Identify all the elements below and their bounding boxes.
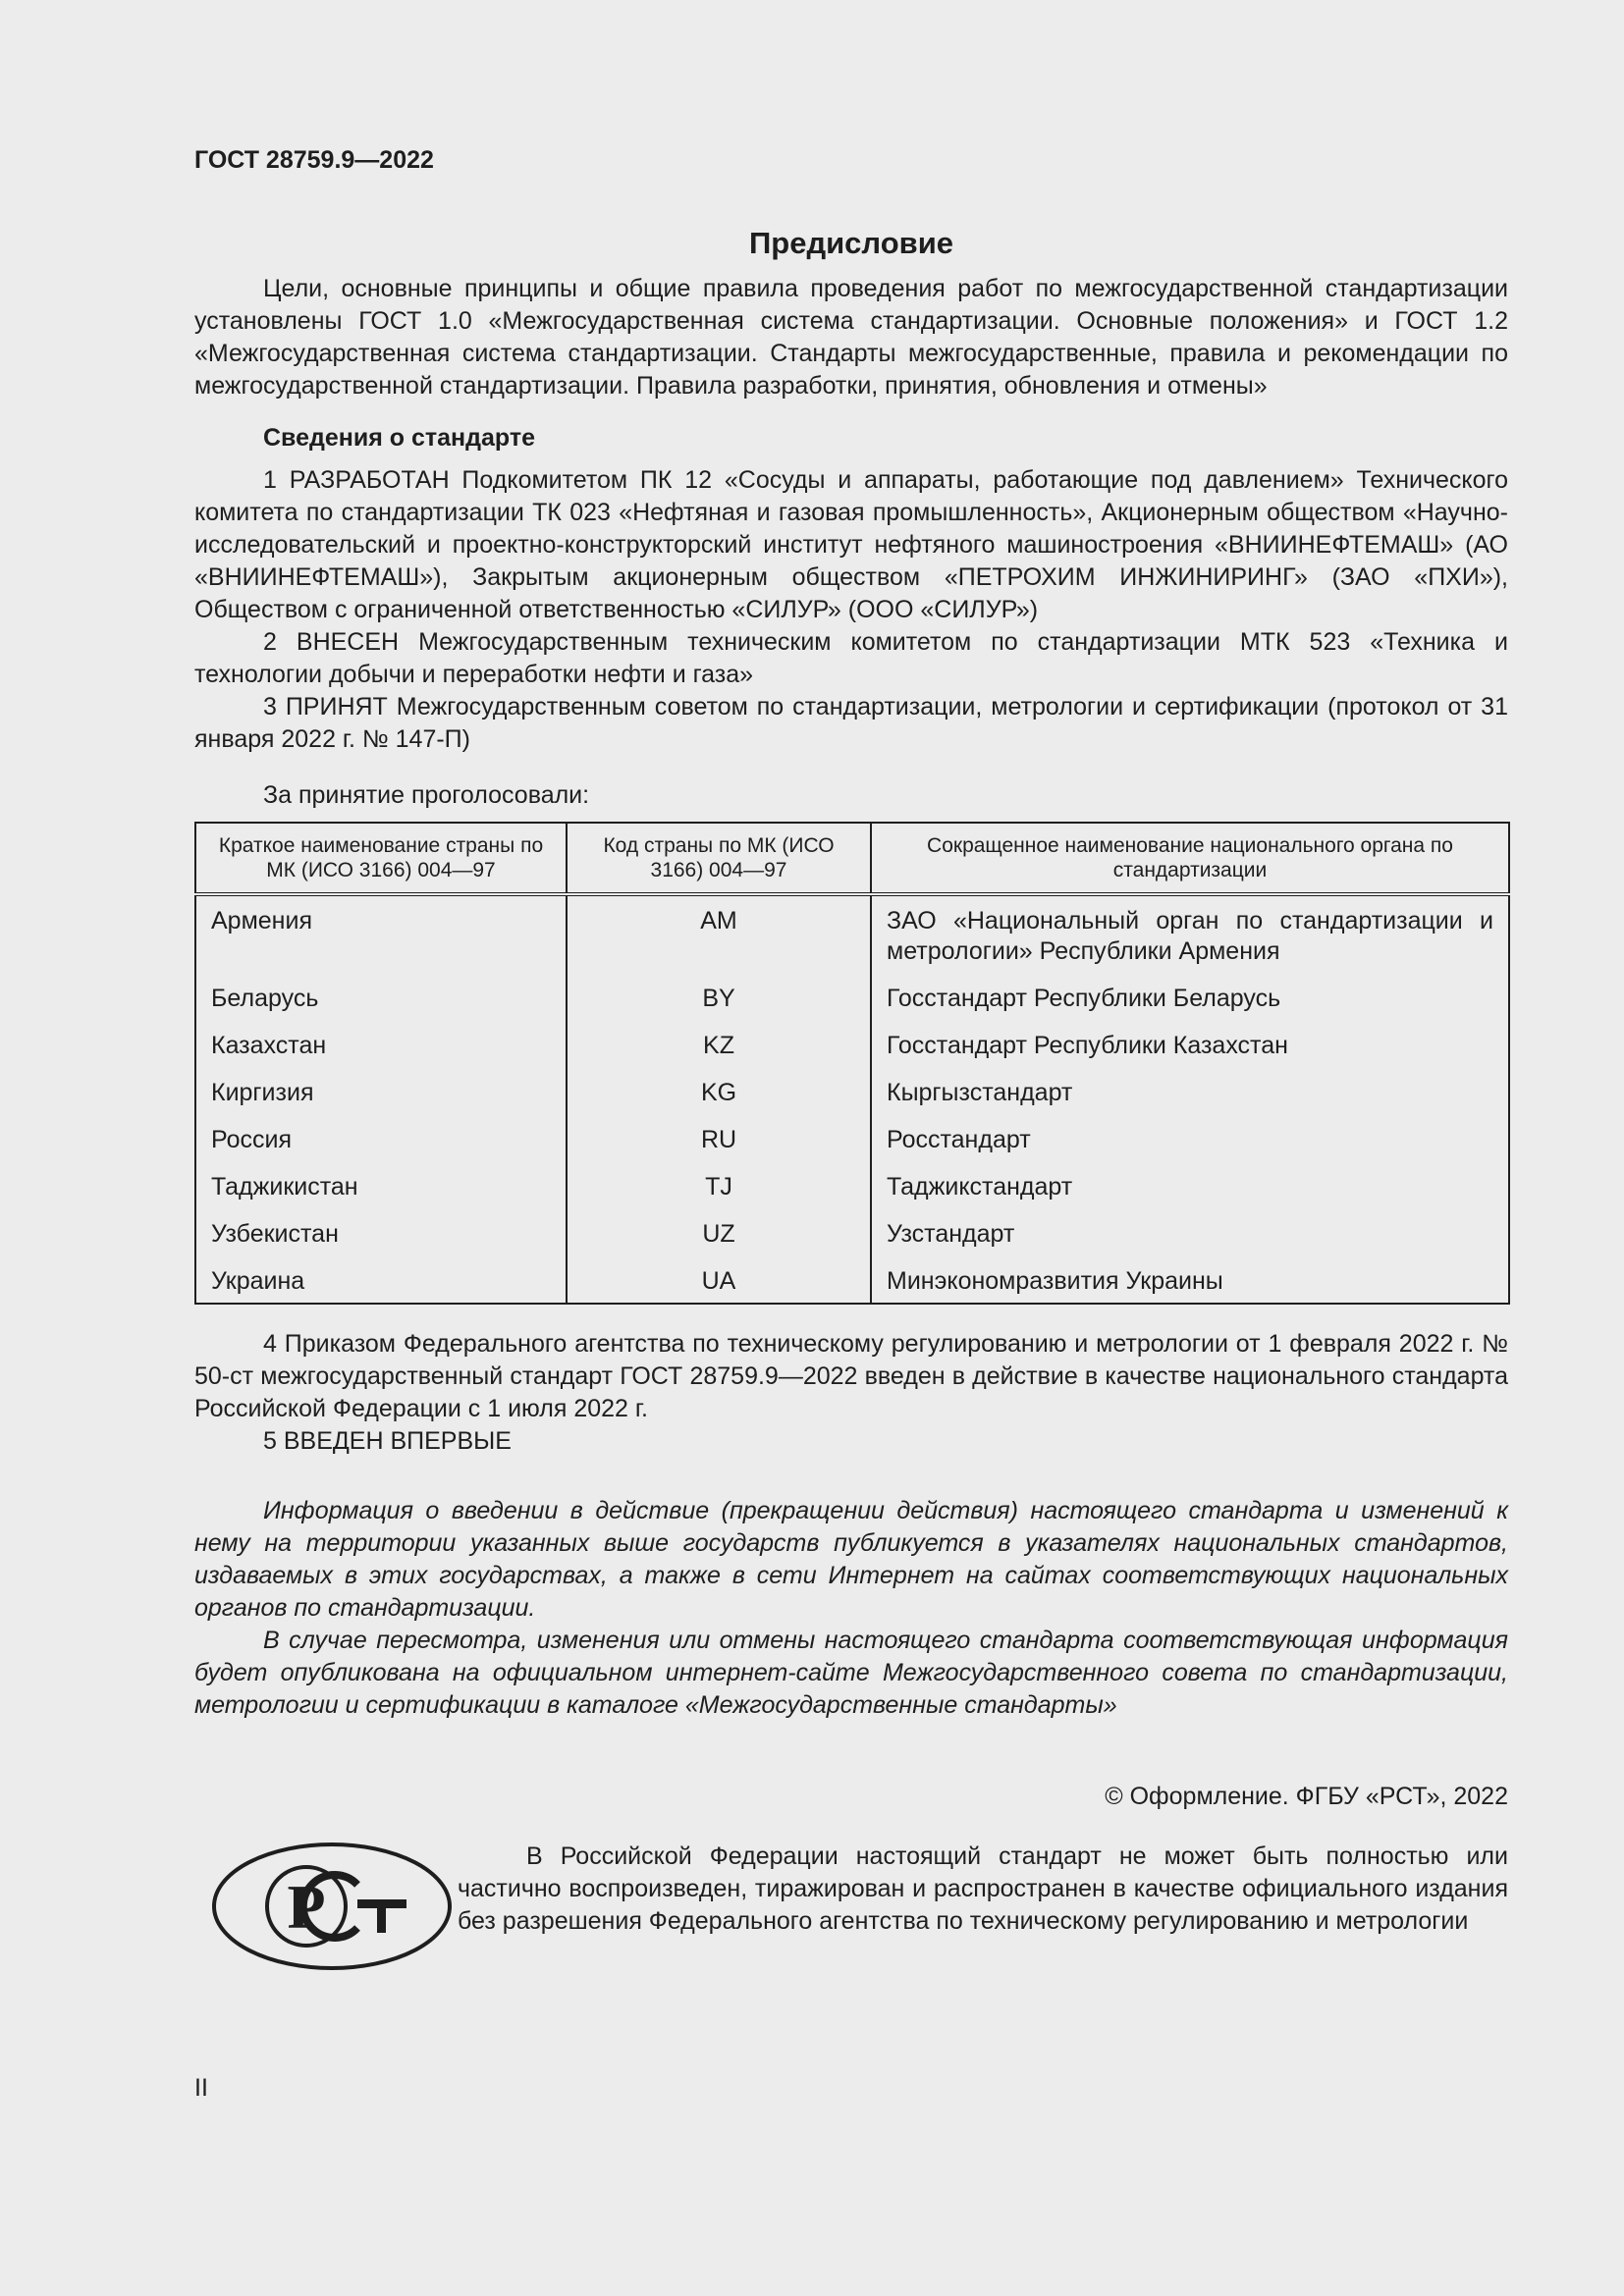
page-content bbox=[194, 145, 1508, 1978]
code-cell: UZ bbox=[567, 1211, 871, 1258]
table-row bbox=[195, 1164, 1509, 1211]
table-row bbox=[195, 894, 1509, 976]
item-submitted: 2 ВНЕСЕН Межгосударственным техническим комитетом по стандартизации МТК 523 «Техника и технологии добычи и переработки нефти и газа» bbox=[194, 628, 1508, 688]
svg-text:Р: Р bbox=[287, 1872, 326, 1942]
code-cell: UA bbox=[567, 1258, 871, 1304]
voted-label: За принятие проголосовали: bbox=[263, 781, 590, 809]
item-enacted: 4 Приказом Федерального агентства по техническому регулированию и метрологии от 1 февраля 2022 г. № 50-ст межгосударственный стандарт ГОСТ 28759.9—2022 введен в действие в качестве национального стандарта Российской Федерации с 1 июля 2022 г. bbox=[194, 1330, 1508, 1422]
country-cell: Узбекистан bbox=[195, 1211, 567, 1258]
country-cell: Армения bbox=[195, 894, 567, 976]
code-cell: AM bbox=[567, 894, 871, 976]
org-cell: Росстандарт bbox=[871, 1117, 1509, 1164]
footer-block bbox=[194, 1841, 1508, 1978]
header-code: Код страны по МК (ИСО 3166) 004—97 bbox=[567, 823, 871, 894]
country-cell: Украина bbox=[195, 1258, 567, 1304]
code-cell: KZ bbox=[567, 1023, 871, 1070]
page-number: II bbox=[194, 2074, 208, 2102]
copyright-line: © Оформление. ФГБУ «РСТ», 2022 bbox=[1105, 1783, 1508, 1810]
header-org: Сокращенное наименование национального органа по стандартизации bbox=[871, 823, 1509, 894]
code-cell: KG bbox=[567, 1070, 871, 1117]
code-cell: TJ bbox=[567, 1164, 871, 1211]
country-cell: Киргизия bbox=[195, 1070, 567, 1117]
org-cell: Госстандарт Республики Казахстан bbox=[871, 1023, 1509, 1070]
code-cell: BY bbox=[567, 976, 871, 1023]
item-first-introduced: 5 ВВЕДЕН ВПЕРВЫЕ bbox=[263, 1427, 512, 1455]
item-developed: 1 РАЗРАБОТАН Подкомитетом ПК 12 «Сосуды и аппараты, работающие под давлением» Технического комитета по стандартизации ТК 023 «Нефтяная и газовая промышленность», Акционерным обществом «Научно-исследовательский и проектно-конструкторский институт нефтяного машиностроения «ВНИИНЕФТЕМАШ» (АО «ВНИИНЕФТЕМАШ»), Закрытым акционерным обществом «ПЕТРОХИМ ИНЖИНИРИНГ» (ЗАО «ПХИ»), Обществом с ограниченной ответственностью «СИЛУР» (ООО «СИЛУР») bbox=[194, 466, 1508, 623]
voting-table bbox=[194, 822, 1510, 1305]
org-cell: Госстандарт Республики Беларусь bbox=[871, 976, 1509, 1023]
item-adopted: 3 ПРИНЯТ Межгосударственным советом по стандартизации, метрологии и сертификации (протокол от 31 января 2022 г. № 147-П) bbox=[194, 693, 1508, 753]
copyright-notice: В Российской Федерации настоящий стандарт не может быть полностью или частично воспроизведен, тиражирован и распространен в качестве официального издания без разрешения Федерального агентства по техническому регулированию и метрологии bbox=[458, 1842, 1508, 1935]
org-cell: Минэкономразвития Украины bbox=[871, 1258, 1509, 1304]
country-cell: Таджикистан bbox=[195, 1164, 567, 1211]
info-paragraph-revision: В случае пересмотра, изменения или отмены настоящего стандарта соответствующая информация будет опубликована на официальном интернет-сайте Межгосударственного совета по стандартизации, метрологии и сертификации в каталоге «Межгосударственные стандарты» bbox=[194, 1627, 1508, 1719]
table-header-row bbox=[195, 823, 1509, 894]
table-row bbox=[195, 976, 1509, 1023]
country-cell: Беларусь bbox=[195, 976, 567, 1023]
table-row bbox=[195, 1070, 1509, 1117]
org-cell: Кыргызстандарт bbox=[871, 1070, 1509, 1117]
org-cell: Узстандарт bbox=[871, 1211, 1509, 1258]
table-row bbox=[195, 1258, 1509, 1304]
standard-info-heading: Сведения о стандарте bbox=[263, 424, 536, 452]
page-title: Предисловие bbox=[748, 226, 953, 260]
country-cell: Казахстан bbox=[195, 1023, 567, 1070]
table-row bbox=[195, 1117, 1509, 1164]
org-cell: ЗАО «Национальный орган по стандартизации и метрологии» Республики Армения bbox=[871, 894, 1509, 976]
intro-paragraph: Цели, основные принципы и общие правила проведения работ по межгосударственной стандартизации установлены ГОСТ 1.0 «Межгосударственная система стандартизации. Основные положения» и ГОСТ 1.2 «Межгосударственная система стандартизации. Стандарты межгосударственные, правила и рекомендации по межгосударственной стандартизации. Правила разработки, принятия, обновления и отмены» bbox=[194, 275, 1508, 400]
country-cell: Россия bbox=[195, 1117, 567, 1164]
document-id: ГОСТ 28759.9—2022 bbox=[194, 146, 434, 174]
code-cell: RU bbox=[567, 1117, 871, 1164]
header-country: Краткое наименование страны по МК (ИСО 3166) 004—97 bbox=[195, 823, 567, 894]
org-cell: Таджикстандарт bbox=[871, 1164, 1509, 1211]
table-row bbox=[195, 1211, 1509, 1258]
table-row bbox=[195, 1023, 1509, 1070]
info-paragraph-publication: Информация о введении в действие (прекращении действия) настоящего стандарта и изменений к нему на территории указанных выше государств публикуется в указателях национальных стандартов, издаваемых в этих государствах, а также в сети Интернет на сайтах соответствующих национальных органов по стандартизации. bbox=[194, 1497, 1508, 1622]
rst-emblem-icon bbox=[210, 1841, 454, 1972]
